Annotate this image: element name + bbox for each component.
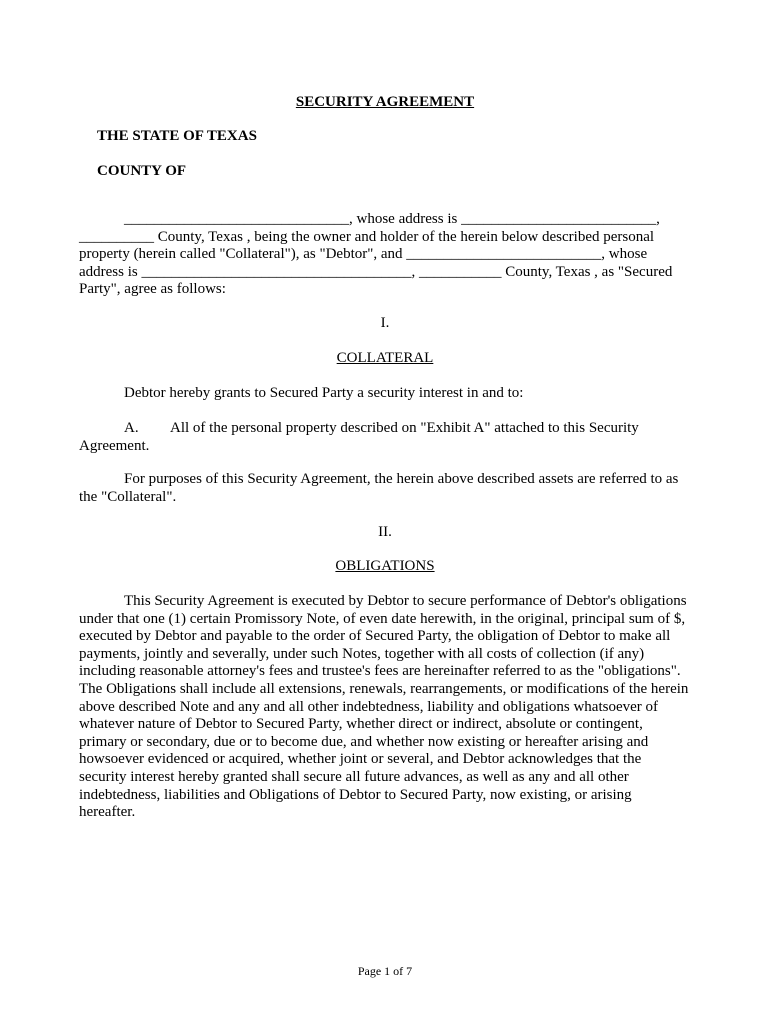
- county-line: COUNTY OF: [97, 163, 187, 179]
- purpose-paragraph: For purposes of this Security Agreement, the herein above described assets are referred to as the "Collateral".: [79, 471, 679, 505]
- obligations-paragraph: This Security Agreement is executed by Debtor to secure performance of Debtor's obligations under that one (1) certain Promissory Note, of even date herewith, in the original, principal sum of $, executed by Debtor and payable to the order of Secured Party, the obligation of Debtor to make all payments, jointly and severally, under such Notes, together with all costs of collection (if any) including reasonable attorney's fees and trustee's fees are hereinafter referred to as the "obligations". The Obligations shall include all extensions, renewals, rearrangements, or modifications of the herein above described Note and any and all other indebtedness, liability and obligations whatsoever of whatever nature of Debtor to Secured Party, whether direct or indirect, absolute or contingent, primary or secondary, due or to become due, and whether now existing or hereafter arising and howsoever evidenced or acquired, whether joint or several, and Debtor acknowledges that the security interest hereby granted shall secure all future advances, as well as any and all other indebtedness, liabilities and Obligations of Debtor to Secured Party, now existing, or arising hereafter.: [79, 593, 689, 821]
- section-1-heading: COLLATERAL: [336, 350, 434, 366]
- item-a-text: All of the personal property described on "Exhibit A" attached to this Security Agreement.: [79, 420, 639, 454]
- section-2-heading: OBLIGATIONS: [335, 558, 435, 574]
- page-footer: Page 1 of 7: [357, 964, 413, 978]
- intro-paragraph: ______________________________, whose address is __________________________, __________ County, Texas , being the owner and holder of the herein below described personal property (herein called "Collateral"), as "Debtor", and __________________________, whose address is ____________________________________, ___________ County, Texas , as "Secured Party", agree as follows:: [79, 211, 673, 298]
- section-1-number: I.: [380, 315, 390, 331]
- document-title: SECURITY AGREEMENT: [295, 94, 475, 110]
- item-a-label: A.: [124, 420, 139, 436]
- grant-paragraph: Debtor hereby grants to Secured Party a security interest in and to:: [124, 385, 524, 401]
- item-a-paragraph: [79, 420, 691, 455]
- section-2-number: II.: [378, 524, 392, 540]
- state-line: THE STATE OF TEXAS: [97, 128, 257, 144]
